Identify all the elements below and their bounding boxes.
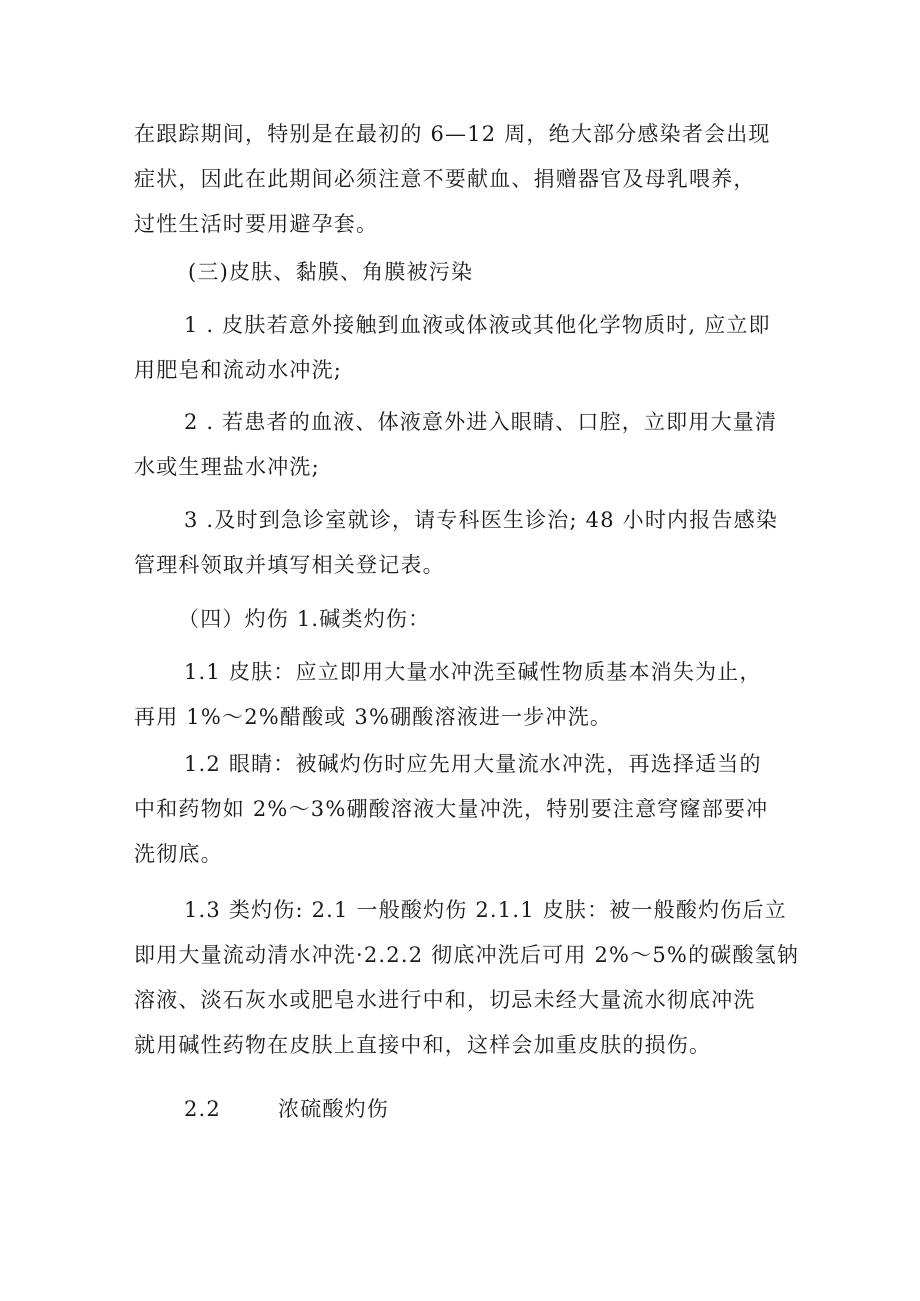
text-line: 1.2 眼睛：被碱灼伤时应先用大量流水冲洗，再选择适当的 <box>184 752 762 776</box>
text-line: 就用碱性药物在皮肤上直接中和，这样会加重皮肤的损伤。 <box>134 1033 712 1057</box>
subsection-heading-2-2 <box>184 1087 389 1132</box>
text-line: 1 . 皮肤若意外接触到血液或体液或其他化学物质时, 应立即 <box>184 313 771 337</box>
text-line: 1.1 皮肤：应立即用大量水冲洗至碱性物质基本消失为止， <box>184 660 762 684</box>
paragraph-1-2-eyes <box>134 742 794 877</box>
text-line: 洗彻底。 <box>134 842 223 866</box>
section-heading-3: (三)皮肤、黏膜、角膜被污染 <box>188 260 474 284</box>
subsection-title: 浓硫酸灼伤 <box>278 1097 389 1121</box>
paragraph-1-1-skin <box>134 650 794 740</box>
section-heading-4: （四）灼伤 1.碱类灼伤： <box>178 607 431 631</box>
subsection-number: 2.2 <box>184 1097 221 1121</box>
text-line: 过性生活时要用避孕套。 <box>134 212 379 236</box>
text-line: 中和药物如 2%～3%硼酸溶液大量冲洗，特别要注意穹窿部要冲 <box>134 797 769 821</box>
text-line: 1.3 类灼伤: 2.1 一般酸灼伤 2.1.1 皮肤：被一般酸灼伤后立 <box>184 898 787 922</box>
paragraph-followup <box>134 112 794 247</box>
paragraph-item-1 <box>134 303 794 393</box>
text-line: 2 . 若患者的血液、体液意外进入眼睛、口腔，立即用大量清 <box>184 410 778 434</box>
text-line: 溶液、淡石灰水或肥皂水进行中和，切忌未经大量流水彻底冲洗 <box>134 988 756 1012</box>
text-line: 3 .及时到急诊室就诊，请专科医生诊治; 48 小时内报告感染 <box>184 508 779 532</box>
text-line: 即用大量流动清水冲洗·2.2.2 彻底冲洗后可用 2%～5%的碳酸氢钠 <box>134 943 800 967</box>
text-line: 管理科领取并填写相关登记表。 <box>134 553 445 577</box>
text-line: 症状，因此在此期间必须注意不要献血、捐赠器官及母乳喂养， <box>134 167 756 191</box>
text-line: 水或生理盐水冲洗; <box>134 455 320 479</box>
paragraph-1-3-acid <box>134 888 800 1068</box>
text-line: 在跟踪期间，特别是在最初的 6—12 周，绝大部分感染者会出现 <box>134 122 771 146</box>
text-line: 用肥皂和流动水冲洗; <box>134 358 343 382</box>
text-line: 再用 1%～2%醋酸或 3%硼酸溶液进一步冲洗。 <box>134 705 613 729</box>
paragraph-item-2 <box>134 400 794 490</box>
paragraph-item-3 <box>134 498 794 588</box>
